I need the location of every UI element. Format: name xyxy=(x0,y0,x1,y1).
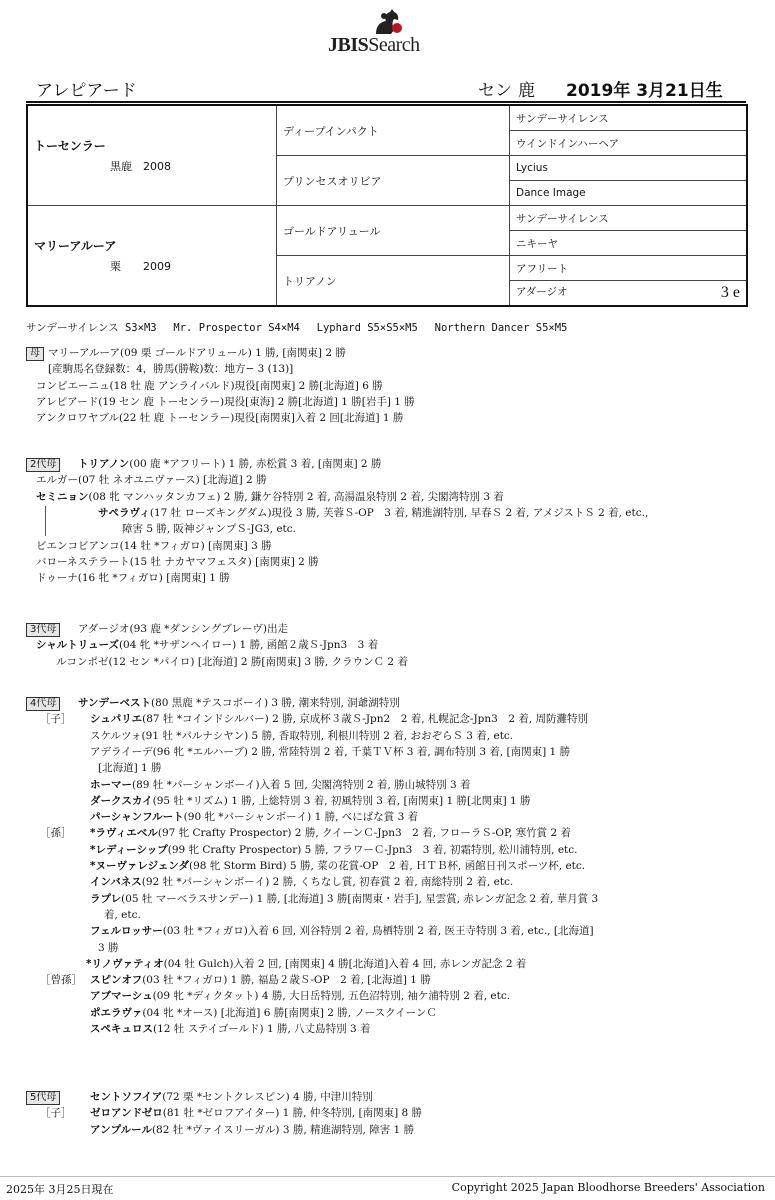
header-divider xyxy=(26,101,746,103)
family-entry[interactable] xyxy=(90,778,470,793)
entry-text: (05 牡 マーベラスサンデー) 1 勝, [北海道] 3 勝[南関東・岩手], 星雲賞, 赤レンガ記念 2 着, 華月賞 3 xyxy=(121,892,599,905)
horse-link[interactable]: シュパリエ xyxy=(90,713,143,726)
entry-text: (04 牝 *サザンヘイロー) 1 勝, 函館２歳Ｓ-Jpn3 3 着 xyxy=(118,639,379,652)
dam-info: 栗 2009 xyxy=(110,260,171,273)
relation-label: ［子］ xyxy=(40,713,72,726)
family-entry[interactable] xyxy=(90,1006,437,1021)
entry-text: アンクロワヤブル(22 牡 鹿 トーセンラー)現役[南関東]入着 2 回[北海道] 1 勝 xyxy=(36,412,404,425)
entry-text: (04 牝 *オース) [北海道] 6 勝[南関東] 2 勝, ノースクイーンＣ xyxy=(142,1006,437,1019)
entry-text: 障害 5 勝, 阪神ジャンプＳ-JG3, etc. xyxy=(122,523,296,536)
family-entry[interactable] xyxy=(90,892,598,907)
g2-cell[interactable]: ゴールドアリュール xyxy=(277,206,510,256)
family-entry[interactable] xyxy=(90,859,585,874)
horse-link[interactable]: セミニョン xyxy=(36,490,89,503)
horse-link[interactable]: ダークスカイ xyxy=(90,794,153,807)
g2-cell[interactable]: プリンセスオリビア xyxy=(277,156,510,206)
horse-link[interactable]: アブマーシュ xyxy=(90,990,153,1003)
horse-link[interactable]: *レディーシップ xyxy=(90,843,168,856)
g2-cell[interactable]: ディープインパクト xyxy=(277,105,510,156)
family-entry xyxy=(48,362,293,377)
entry-text: ビエンコビアンコ(14 牡 *フィガロ) [南関東] 3 勝 xyxy=(36,539,272,552)
family-entry xyxy=(98,941,119,956)
entry-text: (87 牡 *コインドシルバー) 2 勝, 京成杯３歳Ｓ-Jpn2 2 着, 札幌記念-Jpn3 2 着, 周防灘特別 xyxy=(142,713,589,726)
family-entry[interactable] xyxy=(90,712,588,727)
horse-link[interactable]: アンプルール xyxy=(90,1123,152,1136)
entry-text: コンピエーニュ(18 牡 鹿 アンライバルド)現役[南関東] 2 勝[北海道] 6 勝 xyxy=(36,379,383,392)
horse-link[interactable]: シャルトリューズ xyxy=(36,639,119,652)
entry-text: (95 牡 *リズム) 1 勝, 上総特別 3 着, 初風特別 3 着, [南関東] 1 勝[北関東] 1 勝 xyxy=(152,794,531,807)
entry-text: (00 鹿 *アフリート) 1 勝, 赤松賞 3 着, [南関東] 2 勝 xyxy=(129,458,382,470)
entry-text: アダージオ(93 鹿 *ダンシングブレーヴ)出走 xyxy=(78,623,288,635)
entry-text: (80 黒鹿 *テスコボーイ) 3 勝, 潮来特別, 洞爺湖特別 xyxy=(150,697,400,709)
inbreeding-summary: サンデーサイレンス S3×M3 Mr. Prospector S4×M4 Lyphard S5×S5×M5 Northern Dancer S5×M5 xyxy=(26,322,568,334)
family-entry xyxy=(36,473,267,488)
horse-link[interactable]: サペラヴィ xyxy=(98,506,150,519)
generation-tag: 母 xyxy=(26,347,44,361)
entry-text: (03 牡 *フィガロ) 1 勝, 福島２歳Ｓ-OP 2 着, [北海道] 1 勝 xyxy=(142,974,431,987)
relation-label: ［子］ xyxy=(40,1107,72,1120)
entry-text: (04 牡 Gulch)入着 2 回, [南関東] 4 勝[北海道]入着 4 回, 赤レンガ記念 2 着 xyxy=(163,957,527,970)
horse-link[interactable]: パーシャンフルート xyxy=(90,811,184,824)
entry-text: (03 牡 *フィガロ)入着 6 回, 刈谷特別 2 着, 鳥栖特別 2 着, 医王寺特別 3 着, etc., [北海道] xyxy=(162,925,594,938)
entry-text: (82 牡 *ヴァイスリーガル) 3 勝, 精進湖特別, 障害 1 勝 xyxy=(151,1123,415,1136)
family-entry[interactable] xyxy=(90,989,510,1004)
family-entry xyxy=(36,411,403,426)
entry-text: アデライーデ(96 牝 *エルハーブ) 2 勝, 常陸特別 2 着, 千葉ＴＶ杯 3 着, 調布特別 3 着, [南関東] 1 勝 xyxy=(90,745,571,758)
horse-link[interactable]: *ラヴィエベル xyxy=(90,827,158,840)
horse-link[interactable]: *リノヴァティオ xyxy=(86,957,164,970)
entry-text: (12 牡 ステイゴールド) 1 勝, 八丈島特別 3 着 xyxy=(153,1023,371,1035)
horse-link[interactable]: セントソフイア xyxy=(90,1091,163,1103)
generation-tag: 3代母 xyxy=(26,623,60,637)
g3-cell[interactable]: ニキーヤ xyxy=(510,231,748,256)
family-entry[interactable] xyxy=(98,506,648,521)
horse-name: アレピアード xyxy=(36,81,137,101)
logo-text-search: Search xyxy=(368,34,420,56)
lineage-bracket xyxy=(45,506,46,536)
family-entry[interactable] xyxy=(90,1090,373,1105)
entry-text: (09 牝 *ディクタット) 4 勝, 大日岳特別, 五色沼特別, 袖ケ浦特別 2 着, etc. xyxy=(152,990,511,1003)
family-entry xyxy=(104,908,141,923)
family-entry[interactable] xyxy=(86,957,526,972)
g3-cell[interactable]: ウインドインハーヘア xyxy=(510,131,748,156)
relation-label: ［孫］ xyxy=(40,827,72,840)
family-entry[interactable] xyxy=(90,1022,371,1037)
family-entry[interactable] xyxy=(90,924,594,939)
family-entry[interactable] xyxy=(90,973,431,988)
family-entry[interactable] xyxy=(78,696,400,711)
horse-link[interactable]: フェルロッサー xyxy=(90,925,163,938)
family-entry xyxy=(48,346,346,361)
entry-text: (98 牝 Storm Bird) 5 勝, 菜の花賞-OP 2 着, ＨＴＢ杯, 函館日刊スポーツ杯, etc. xyxy=(189,860,586,872)
family-entry[interactable] xyxy=(90,794,531,809)
g3-cell[interactable]: サンデーサイレンス xyxy=(510,105,748,131)
entry-text: 3 勝 xyxy=(98,941,119,954)
family-entry[interactable] xyxy=(90,1106,422,1121)
horse-rider-icon xyxy=(370,8,404,36)
generation-tag: 5代母 xyxy=(26,1091,60,1105)
horse-link[interactable]: トリアノン xyxy=(78,458,130,470)
g3-cell[interactable]: Dance Image xyxy=(510,181,748,206)
entry-text: 着, etc. xyxy=(104,908,141,921)
entry-text: (08 牝 マンハッタンカフェ) 2 勝, 鎌ケ谷特別 2 着, 高湯温泉特別 2 着, 尖閣湾特別 3 着 xyxy=(88,490,504,503)
logo-text-jbis: JBIS xyxy=(328,34,369,56)
entry-text: アレピアード(19 セン 鹿 トーセンラー)現役[東海] 2 勝[北海道] 1 勝[岩手] 1 勝 xyxy=(36,395,415,408)
family-entry[interactable] xyxy=(78,457,381,472)
g2-cell[interactable]: トリアノン xyxy=(277,256,510,307)
family-entry[interactable] xyxy=(36,490,504,505)
inbreeding-mark: 3 e xyxy=(720,284,740,301)
horse-sex: セン xyxy=(478,81,512,101)
entry-text: [北海道] 1 勝 xyxy=(98,762,162,775)
dam-cell[interactable] xyxy=(27,206,277,307)
family-entry[interactable] xyxy=(90,875,513,890)
family-entry[interactable] xyxy=(90,810,418,825)
family-entry xyxy=(90,729,513,744)
family-entry xyxy=(36,555,319,570)
horse-birth: 2019年 3月21日生 xyxy=(566,81,723,101)
relation-label: ［曾孫］ xyxy=(40,974,82,987)
horse-link[interactable]: ラプレ xyxy=(90,892,122,905)
family-entry xyxy=(78,622,288,637)
entry-text: バローネステラート(15 牡 ナカヤマフェスタ) [南関東] 2 勝 xyxy=(36,555,319,568)
g3-name: アダージオ xyxy=(516,286,568,298)
family-entry[interactable] xyxy=(90,843,577,858)
family-entry[interactable] xyxy=(90,826,571,841)
entry-text: ルコンポゼ(12 セン *パイロ) [北海道] 2 勝[南関東] 3 勝, クラウンＣ 2 着 xyxy=(56,655,408,668)
entry-text: エルガー(07 牡 ネオユニヴァース) [北海道] 2 勝 xyxy=(36,474,267,487)
sire-info: 黒鹿 2008 xyxy=(110,160,171,173)
entry-text: [産駒馬名登録数：4，勝馬(勝鞍)数：地方− 3 (13)] xyxy=(48,363,294,376)
g3-cell[interactable]: サンデーサイレンス xyxy=(510,206,748,231)
entry-text: スケルツォ(91 牡 *パルナシヤン) 5 勝, 香取特別, 利根川特別 2 着, おおぞらＳ 3 着, etc. xyxy=(90,729,514,742)
family-entry xyxy=(36,395,415,410)
horse-coat: 鹿 xyxy=(518,81,535,101)
horse-link[interactable]: *ヌーヴァレジェンダ xyxy=(90,860,189,872)
footer-divider xyxy=(0,1176,775,1177)
horse-link[interactable]: ホーマー xyxy=(90,778,132,791)
sire-name: トーセンラー xyxy=(34,139,106,153)
family-entry[interactable] xyxy=(90,1123,414,1138)
entry-text: (99 牝 Crafty Prospector) 5 勝, フラワーＣ-Jpn3 3 着, 初霜特別, 松川浦特別, etc. xyxy=(167,843,578,856)
dam-name: マリーアルーア xyxy=(34,239,117,253)
entry-text: (17 牡 ローズキングダム)現役 3 勝, 芙蓉Ｓ-OP 3 着, 精進湖特別, 早春Ｓ 2 着, アメジストＳ 2 着, etc., xyxy=(149,506,649,519)
generation-tag: 2代母 xyxy=(26,458,60,472)
horse-link[interactable]: サンデーベスト xyxy=(78,697,151,709)
family-entry[interactable] xyxy=(36,638,378,653)
footer-copyright: Copyright 2025 Japan Bloodhorse Breeders' Association xyxy=(451,1181,765,1194)
horse-link[interactable]: スペキュロス xyxy=(90,1023,153,1035)
family-entry xyxy=(98,761,162,776)
horse-link[interactable]: ポエラヴァ xyxy=(90,1006,143,1019)
entry-text: (81 牡 *ゼロフアイター) 1 勝, 仲冬特別, [南関東] 8 勝 xyxy=(162,1107,423,1120)
horse-link[interactable]: インバネス xyxy=(90,876,142,889)
family-entry xyxy=(56,655,408,670)
generation-tag: 4代母 xyxy=(26,697,60,711)
pedigree-table xyxy=(26,104,748,307)
entry-text: (90 牝 *パーシャンボーイ) 1 勝, べにばな賞 3 着 xyxy=(183,811,419,824)
horse-link[interactable]: スピンオフ xyxy=(90,974,143,987)
jbis-search-logo[interactable] xyxy=(328,8,463,56)
sire-cell[interactable] xyxy=(27,105,277,206)
entry-text: (72 栗 *セントクレスピン) 4 勝, 中津川特別 xyxy=(162,1091,373,1103)
family-entry xyxy=(122,522,296,537)
family-entry xyxy=(36,571,230,586)
g3-cell[interactable]: アフリート xyxy=(510,256,748,281)
entry-text: (89 牡 *パーシャンボーイ)入着 5 回, 尖閣湾特別 2 着, 勝山城特別 3 着 xyxy=(132,778,471,791)
family-entry xyxy=(36,539,272,554)
family-entry xyxy=(90,745,570,760)
entry-text: (97 牝 Crafty Prospector) 2 勝, クイーンＣ-Jpn3 2 着, フローラＳ-OP, 寒竹賞 2 着 xyxy=(157,827,571,840)
entry-text: (92 牡 *パーシャンボーイ) 2 勝, くちなし賞, 初春賞 2 着, 南総特別 2 着, etc. xyxy=(141,876,514,889)
footer-date: 2025年 3月25日現在 xyxy=(6,1183,114,1196)
horse-link[interactable]: ゼロアンドゼロ xyxy=(90,1107,163,1120)
family-entry xyxy=(36,379,383,394)
g3-cell[interactable]: Lycius xyxy=(510,156,748,181)
entry-text: ドゥーナ(16 牝 *フィガロ) [南関東] 1 勝 xyxy=(36,572,230,585)
g3-cell-last[interactable] xyxy=(510,281,748,307)
entry-text: マリーアルーア(09 栗 ゴールドアリュール) 1 勝, [南関東] 2 勝 xyxy=(48,347,346,359)
